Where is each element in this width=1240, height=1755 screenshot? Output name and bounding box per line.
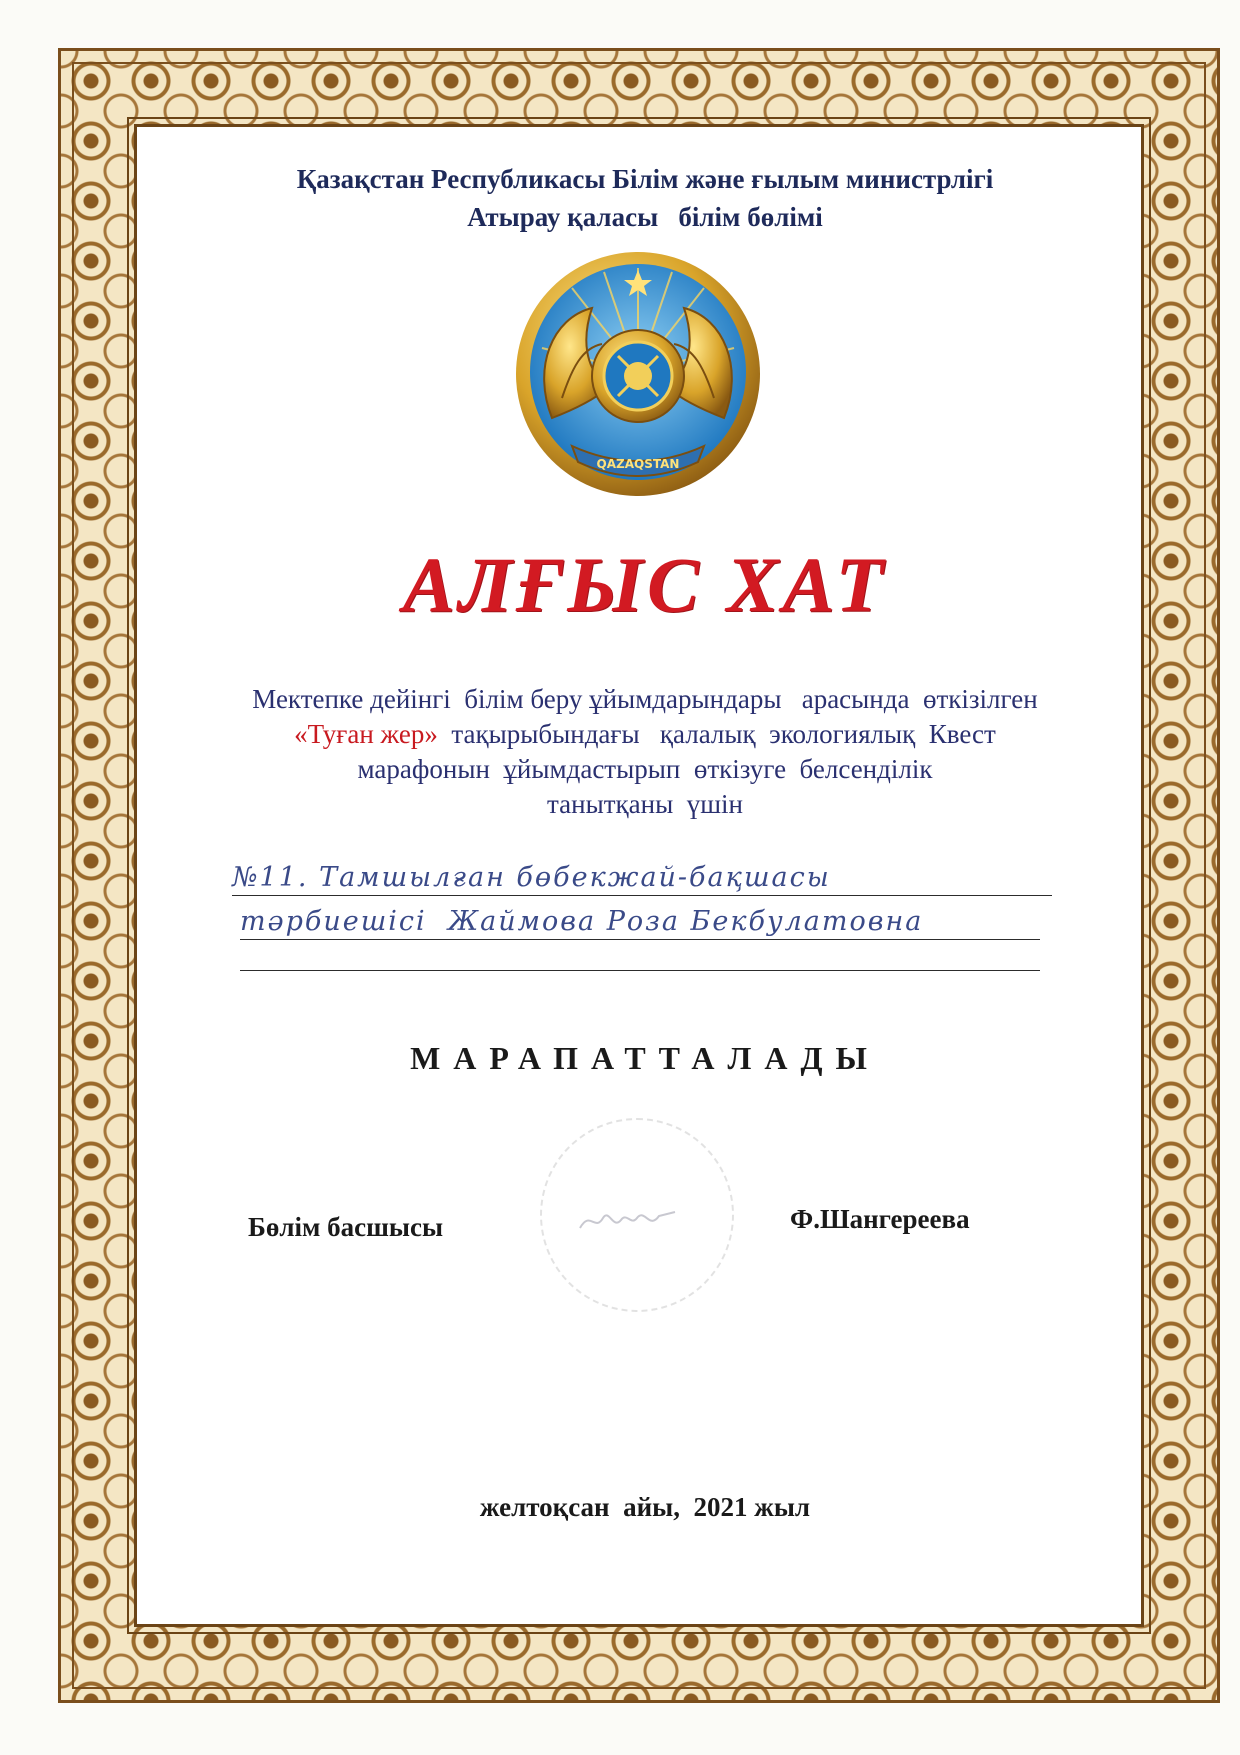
- issue-date: желтоқсан айы, 2021 жыл: [479, 1492, 811, 1522]
- signatory-position: Бөлім басшысы: [248, 1212, 444, 1242]
- ministry-line-2: Атырау қаласы білім бөлімі: [467, 202, 823, 232]
- state-emblem-icon: [512, 248, 764, 500]
- recipient-handwritten-line-1: №11. Тамшылған бөбекжай-бақшасы: [232, 862, 1052, 896]
- recipient-blank-line: [240, 970, 1040, 971]
- handwritten-signature-icon: [575, 1200, 685, 1240]
- reason-line-4: танытқаны үшін: [547, 789, 743, 819]
- emblem-ribbon-text: QAZAQSTAN: [596, 457, 680, 471]
- reason-line-1: Мектепке дейінгі білім беру ұйымдарындары арасында өткізілген: [252, 684, 1038, 714]
- ministry-line-1: Қазақстан Республикасы Білім және ғылым министрлігі: [296, 164, 994, 194]
- signatory-name: Ф.Шангереева: [790, 1204, 970, 1234]
- award-heading: МАРАПАТТАЛАДЫ: [410, 1040, 880, 1076]
- certificate-title: АЛҒЫС ХАТ: [402, 541, 888, 628]
- recipient-handwritten-line-2: тәрбиешісі Жаймова Роза Бекбулатовна: [240, 906, 1040, 940]
- reason-line-3: марафонын ұйымдастырып өткізуге белсенділік: [357, 754, 933, 784]
- certificate-reason-text: [165, 682, 1125, 822]
- event-name-quote: «Туған жер»: [294, 719, 438, 749]
- reason-line-2: [165, 717, 1125, 752]
- ministry-header: [180, 160, 1110, 236]
- reason-line-2-rest: тақырыбындағы қалалық экологиялық Квест: [437, 719, 996, 749]
